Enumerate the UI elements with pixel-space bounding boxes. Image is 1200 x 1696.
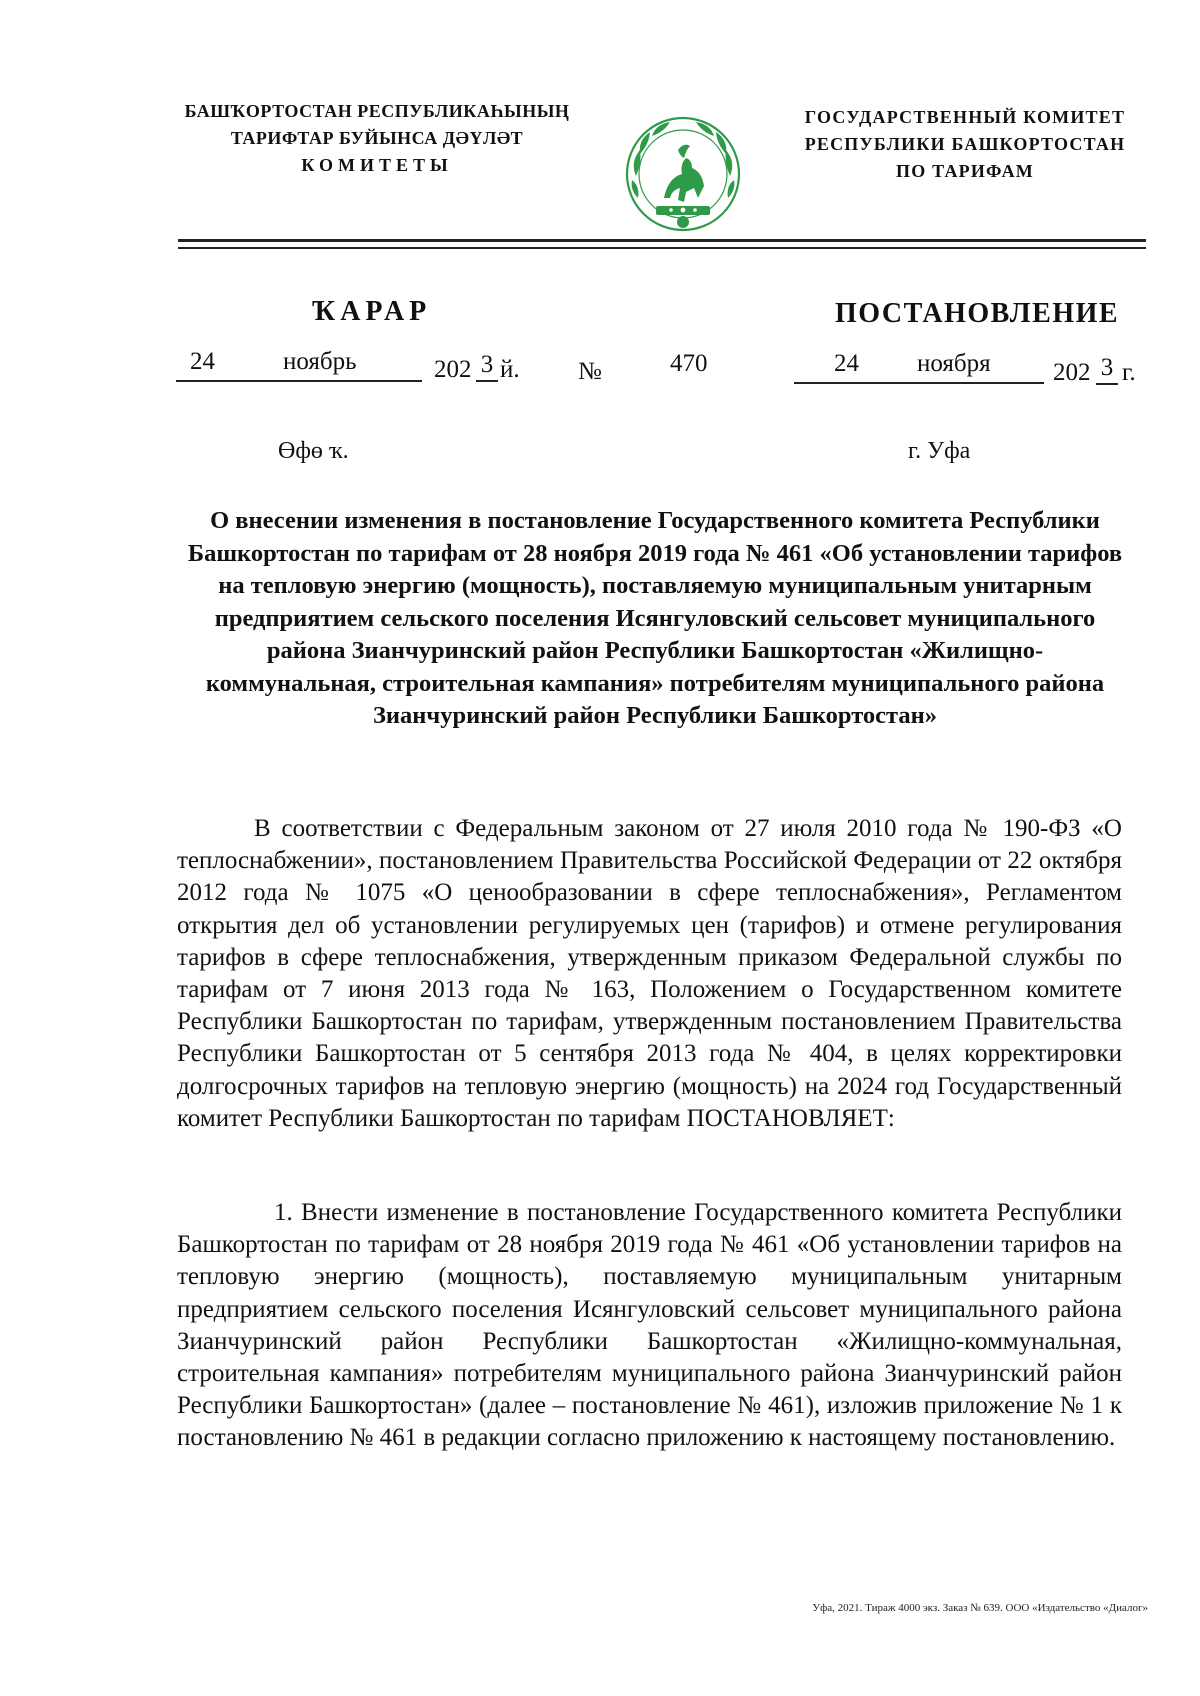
document-subject: О внесении изменения в постановление Государственного комитета Республики Башкортостан по тарифам от 28 ноября 2019 года № 461 «Об установлении тарифов на тепловую энергию (мощность), поставляемую муниципальным унитарным предприятием сельского поселения Исянгуловский сельсовет муниципального района Зианчуринский район Республики Башкортостан «Жилищно-коммунальная, строительная кампания» потребителям муниципального района Зианчуринский район Республики Башкортостан» — [187, 507, 1123, 729]
body-paragraph-preamble: В соответствии с Федеральным законом от 27 июля 2010 года № 190-ФЗ «О теплоснабжении», постановлением Правительства Российской Федерации от 22 октября 2012 года № 1075 «О ценообразовании в сфере теплоснабжения», Регламентом открытия дел об установлении регулируемых цен (тарифов) и отмене регулирования тарифов в сфере теплоснабжения, утвержденным приказом Федеральной службы по тарифам от 7 июня 2013 года № 163, Положением о Государственном комитете Республики Башкортостан по тарифам, утвержденным постановлением Правительства Республики Башкортостан от 5 сентября 2013 года № 404, в целях корректировки долгосрочных тарифов на тепловую энергию (мощность) на 2024 год Государственный комитет Республики Башкортостан по тарифам ПОСТАНОВЛЯЕТ: — [177, 815, 1122, 1132]
header-rule-thick — [178, 239, 1146, 242]
date-right-year-digit: 3 — [1096, 353, 1118, 385]
city-russian: г. Уфа — [908, 438, 971, 464]
document-number: 470 — [670, 350, 708, 377]
date-left-day: 24 — [190, 348, 215, 375]
header-left-line-2: ТАРИФТАР БУЙЫНСА ДӘҮЛӘТ — [230, 128, 524, 148]
header-rule-thin — [178, 247, 1146, 249]
date-right-year-prefix: 202 — [1053, 359, 1091, 386]
date-right-month: ноября — [917, 350, 991, 377]
body-paragraph-item-1: 1. Внести изменение в постановление Государственного комитета Республики Башкортостан по тарифам от 28 ноября 2019 года № 461 «Об установлении тарифов на тепловую энергию (мощность), поставляемую муниципальным унитарным предприятием сельского поселения Исянгуловский сельсовет муниципального района Зианчуринский район Республики Башкортостан «Жилищно-коммунальная, строительная кампания» потребителям муниципального района Зианчуринский район Республики Башкортостан» (далее – постановление № 461), изложив приложение № 1 к постановлению № 461 в редакции согласно приложению к настоящему постановлению. — [177, 1199, 1122, 1452]
date-left-month: ноябрь — [283, 348, 357, 375]
date-left-suffix: й. — [500, 356, 520, 383]
header-left-org-name — [172, 98, 582, 179]
title-karar: ҠАРАР — [312, 296, 432, 327]
header-left-line-1: БАШҠОРТОСТАН РЕСПУБЛИКАҺЫНЫҢ — [184, 101, 570, 121]
coat-of-arms-emblem — [616, 106, 750, 238]
date-left-year-prefix: 202 — [434, 356, 472, 383]
number-sign: № — [578, 358, 602, 385]
header-right-line-3: ПО ТАРИФАМ — [896, 161, 1034, 181]
header-left-line-3: КОМИТЕТЫ — [301, 155, 453, 175]
title-postanovlenie: ПОСТАНОВЛЕНИЕ — [835, 298, 1120, 329]
date-right-suffix: г. — [1122, 359, 1136, 386]
header-right-org-name — [780, 104, 1150, 185]
date-right-day: 24 — [834, 350, 859, 377]
header-right-line-2: РЕСПУБЛИКИ БАШКОРТОСТАН — [804, 134, 1126, 154]
city-bashkir: Өфө ҡ. — [278, 438, 349, 464]
date-left-year-digit: 3 — [476, 350, 498, 382]
header-right-line-1: ГОСУДАРСТВЕННЫЙ КОМИТЕТ — [804, 107, 1126, 127]
printer-imprint: Уфа, 2021. Тираж 4000 экз. Заказ № 639. ООО «Издательство «Диалог» — [812, 1602, 1148, 1614]
